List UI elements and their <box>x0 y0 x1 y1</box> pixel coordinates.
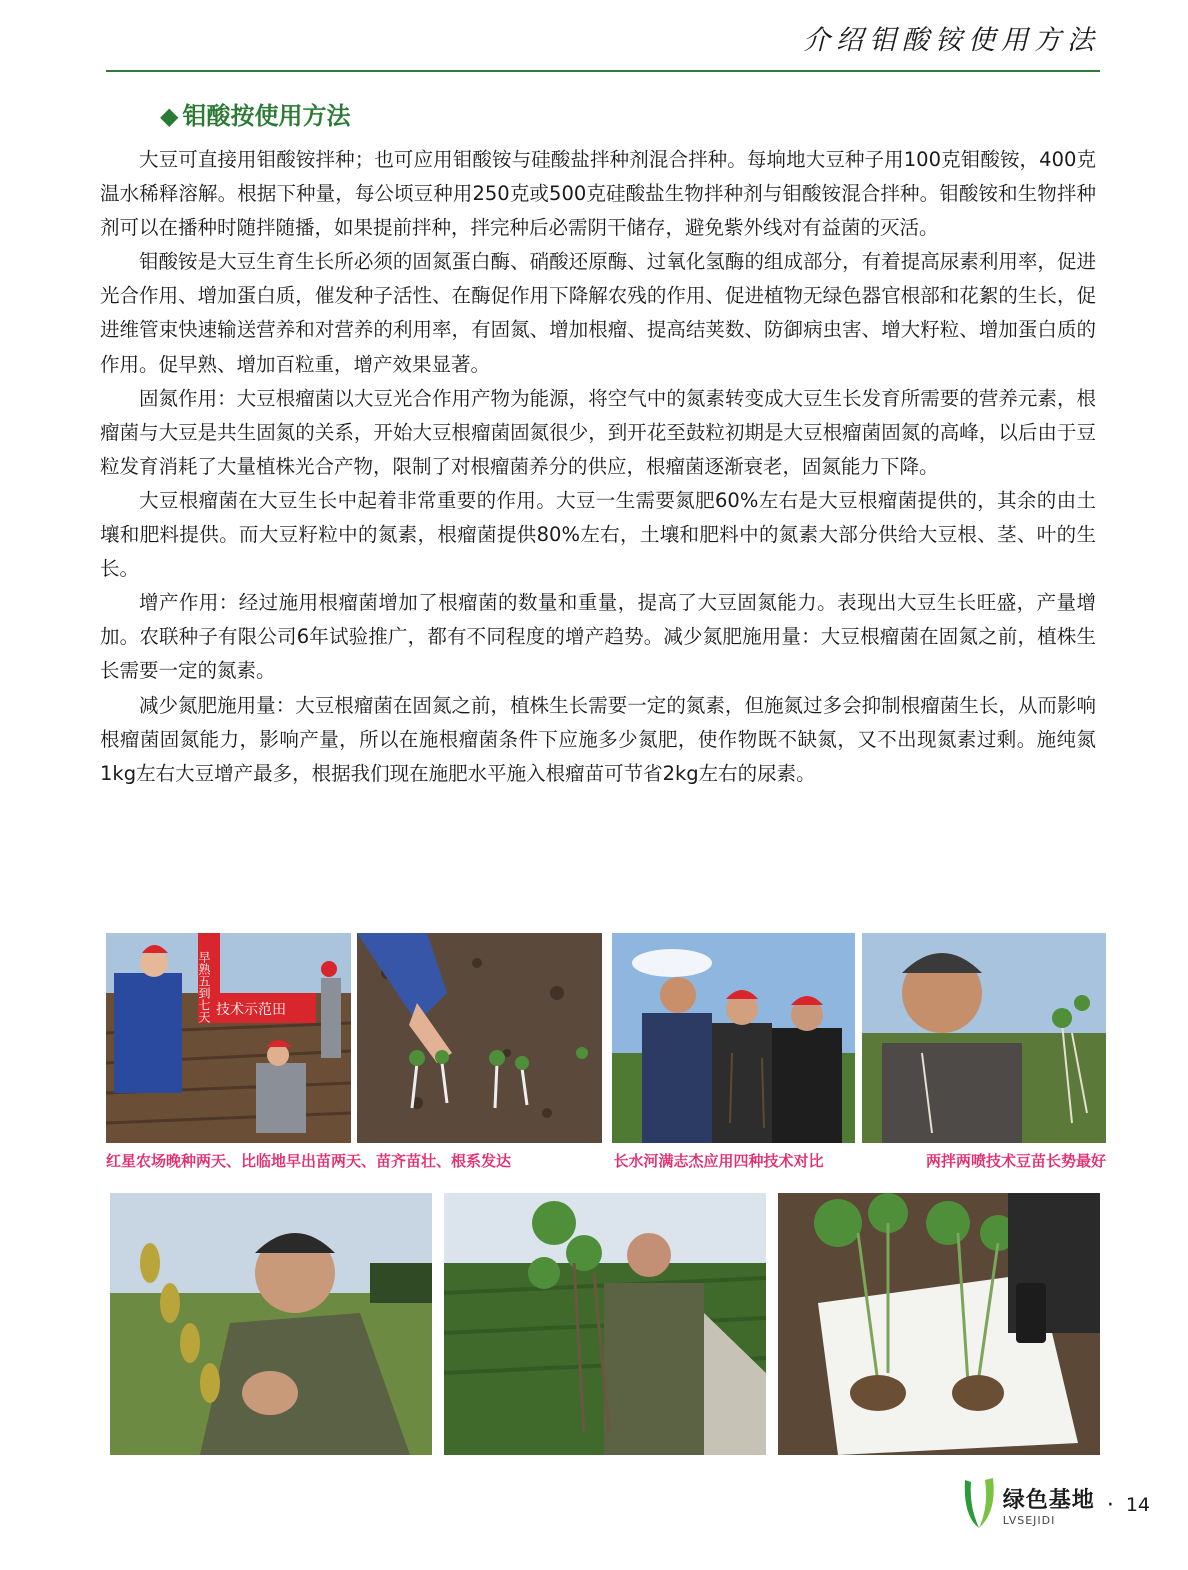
section-heading <box>160 96 350 131</box>
caption: 长水河满志杰应用四种技术对比 <box>613 1151 824 1170</box>
photo-man-holding-soybean-pods <box>110 1193 432 1455</box>
photo-man-holding-roots <box>862 933 1106 1143</box>
photo-captions <box>106 1147 1106 1173</box>
brand-name: 绿色基地 <box>1002 1488 1095 1513</box>
green-base-logo-icon <box>961 1476 997 1534</box>
running-header-title: 介绍钼酸铵使用方法 <box>803 25 1100 56</box>
page-number: 14 <box>1125 1494 1150 1516</box>
footer-separator: · <box>1106 1492 1114 1518</box>
photo-three-men-plants <box>612 933 855 1143</box>
paragraph: 固氮作用：大豆根瘤菌以大豆光合作用产物为能源，将空气中的氮素转变成大豆生长发育所需要的营养元素，根瘤菌与大豆是共生固氮的关系，开始大豆根瘤菌固氮很少，到开花至鼓粒初期是大豆根瘤菌固氮的高峰，以后由于豆粒发育消耗了大量植株光合产物，限制了对根瘤菌养分的供应，根瘤菌逐渐衰老，固氮能力下降。 <box>100 386 1096 478</box>
diamond-bullet-icon: ◆ <box>160 102 179 130</box>
photo-man-in-soybean-field <box>444 1193 766 1455</box>
caption: 两拌两喷技术豆苗长势最好 <box>925 1151 1106 1170</box>
brand-subtitle: LVSEJIDI <box>1002 1514 1056 1527</box>
caption: 红星农场晚种两天、比临地早出苗两天、苗齐苗壮、根系发达 <box>106 1151 512 1170</box>
paragraph: 大豆根瘤菌在大豆生长中起着非常重要的作用。大豆一生需要氮肥60%左右是大豆根瘤菌提供的，其余的由土壤和肥料提供。而大豆籽粒中的氮素，根瘤菌提供80%左右，土壤和肥料中的氮素大部分供给大豆根、茎、叶的生长。 <box>100 488 1096 581</box>
header-rule <box>106 70 1100 72</box>
photo-plants-on-paper <box>778 1193 1100 1455</box>
photo-field-demonstration <box>106 933 351 1143</box>
paragraph: 减少氮肥施用量：大豆根瘤菌在固氮之前，植株生长需要一定的氮素，但施氮过多会抑制根瘤菌生长，从而影响根瘤菌固氮能力，影响产量，所以在施根瘤菌条件下应施多少氮肥，使作物既不缺氮，又不出现氮素过剩。施纯氮1kg左右大豆增产最多，根据我们现在施肥水平施入根瘤苗可节省2kg左右的尿素。 <box>100 693 1096 785</box>
brand-block <box>1003 1483 1095 1527</box>
paragraph: 增产作用：经过施用根瘤菌增加了根瘤菌的数量和重量，提高了大豆固氮能力。表现出大豆生长旺盛，产量增加。农联种子有限公司6年试验推广，都有不同程度的增产趋势。减少氮肥施用量：大豆根瘤菌在固氮之前，植株生长需要一定的氮素。 <box>100 591 1096 683</box>
article-body <box>100 143 1096 791</box>
paragraph: 大豆可直接用钼酸铵拌种；也可应用钼酸铵与硅酸盐拌种剂混合拌种。每垧地大豆种子用100克钼酸铵，400克温水稀释溶解。根据下种量，每公顷豆种用250克或500克硅酸盐生物拌种剂与钼酸铵混合拌种。钼酸铵和生物拌种剂可以在播种时随拌随播，如果提前拌种，拌完种后必需阴干储存，避免紫外线对有益菌的灭活。 <box>100 148 1096 240</box>
photo-seedlings-soil <box>357 933 602 1143</box>
photo-banner-text: 技术示范田 <box>216 1002 286 1018</box>
section-heading-text: 钼酸按使用方法 <box>182 102 351 130</box>
paragraph: 钼酸铵是大豆生育生长所必须的固氮蛋白酶、硝酸还原酶、过氧化氢酶的组成部分，有着提高尿素利用率，促进光合作用、增加蛋白质，催发种子活性、在酶促作用下降解农残的作用、促进植物无绿色器官根部和花絮的生长，促进维管束快速输送营养和对营养的利用率，有固氮、增加根瘤、提高结荚数、防御病虫害、增大籽粒、增加蛋白质的作用。促早熟、增加百粒重，增产效果显著。 <box>100 250 1096 376</box>
photo-banner-vertical-text: 早熟五到七天 <box>197 951 211 1023</box>
page-footer <box>961 1476 1150 1534</box>
